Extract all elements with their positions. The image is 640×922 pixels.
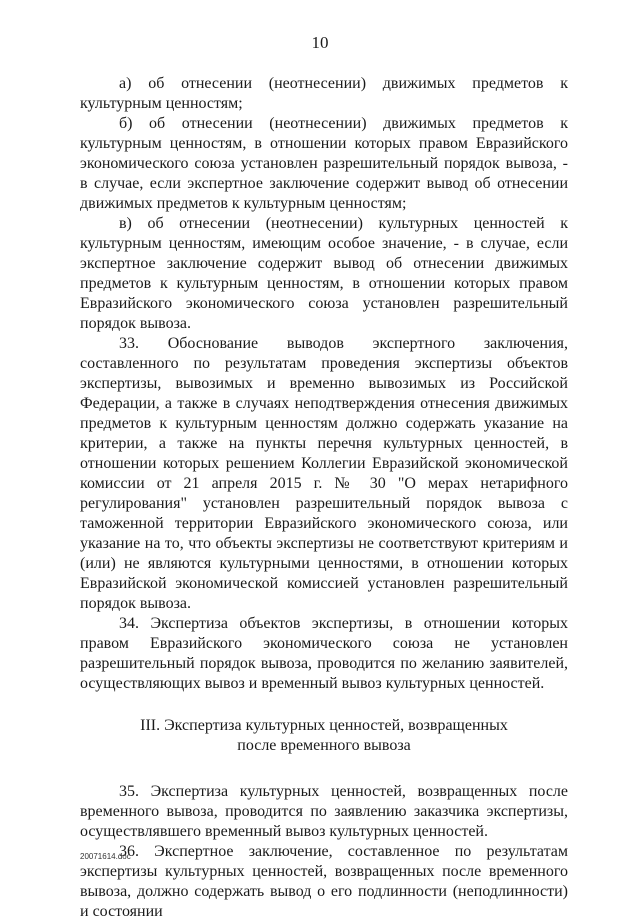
- page-number: 10: [311, 33, 329, 52]
- paragraph-33: 33. Обоснование выводов экспертного заключения, составленного по результатам проведения экспертизы объектов экспертизы, вывозимых и временно вывозимых из Российской Федерации, а также в случаях неподтверждения отнесения движимых предметов к культурным ценностям должно содержать указание на критерии, а также на пункты перечня культурных ценностей, в отношении которых решением Коллегии Евразийской экономической комиссии от 21 апреля 2015 г. № 30 "О мерах нетарифного регулирования" установлен разрешительный порядок вывоза с таможенной территории Евразийского экономического союза, или указание на то, что объекты экспертизы не соответствуют критериям и (или) не являются культурными ценностями, в отношении которых Евразийской экономической комиссией установлен разрешительный порядок вывоза.: [80, 335, 568, 612]
- section-heading-line-1: III. Экспертиза культурных ценностей, возвращенных: [140, 717, 508, 734]
- paragraph-a: а) об отнесении (неотнесении) движимых предметов к культурным ценностям;: [80, 75, 568, 112]
- paragraph-35: 35. Экспертиза культурных ценностей, возвращенных после временного вывоза, проводится по заявлению заказчика экспертизы, осуществлявшего временный вывоз культурных ценностей.: [80, 783, 568, 840]
- document-body: [80, 74, 568, 922]
- section-heading-line-2: после временного вывоза: [237, 737, 411, 754]
- paragraph-b: б) об отнесении (неотнесении) движимых предметов к культурным ценностям, в отношении которых правом Евразийского экономического союза установлен разрешительный порядок вывоза, - в случае, если экспертное заключение содержит вывод об отнесении движимых предметов к культурным ценностям;: [80, 115, 568, 212]
- paragraph-c: в) об отнесении (неотнесении) культурных ценностей к культурным ценностям, имеющим особое значение, - в случае, если экспертное заключение содержит вывод об отнесении движимых предметов к культурным ценностям, в отношении которых правом Евразийского экономического союза установлен разрешительный порядок вывоза.: [80, 215, 568, 332]
- section-heading: [80, 716, 568, 756]
- paragraph-36: 36. Экспертное заключение, составленное по результатам экспертизы культурных ценностей, возвращенных после временного вывоза, должно содержать вывод о его подлинности (неподлинности) и состоянии: [80, 843, 568, 920]
- paragraph-34: 34. Экспертиза объектов экспертизы, в отношении которых правом Евразийского экономического союза не установлен разрешительный порядок вывоза, проводится по желанию заявителей, осуществляющих вывоз и временный вывоз культурных ценностей.: [80, 615, 568, 692]
- file-reference: 20071614.doc: [80, 852, 131, 861]
